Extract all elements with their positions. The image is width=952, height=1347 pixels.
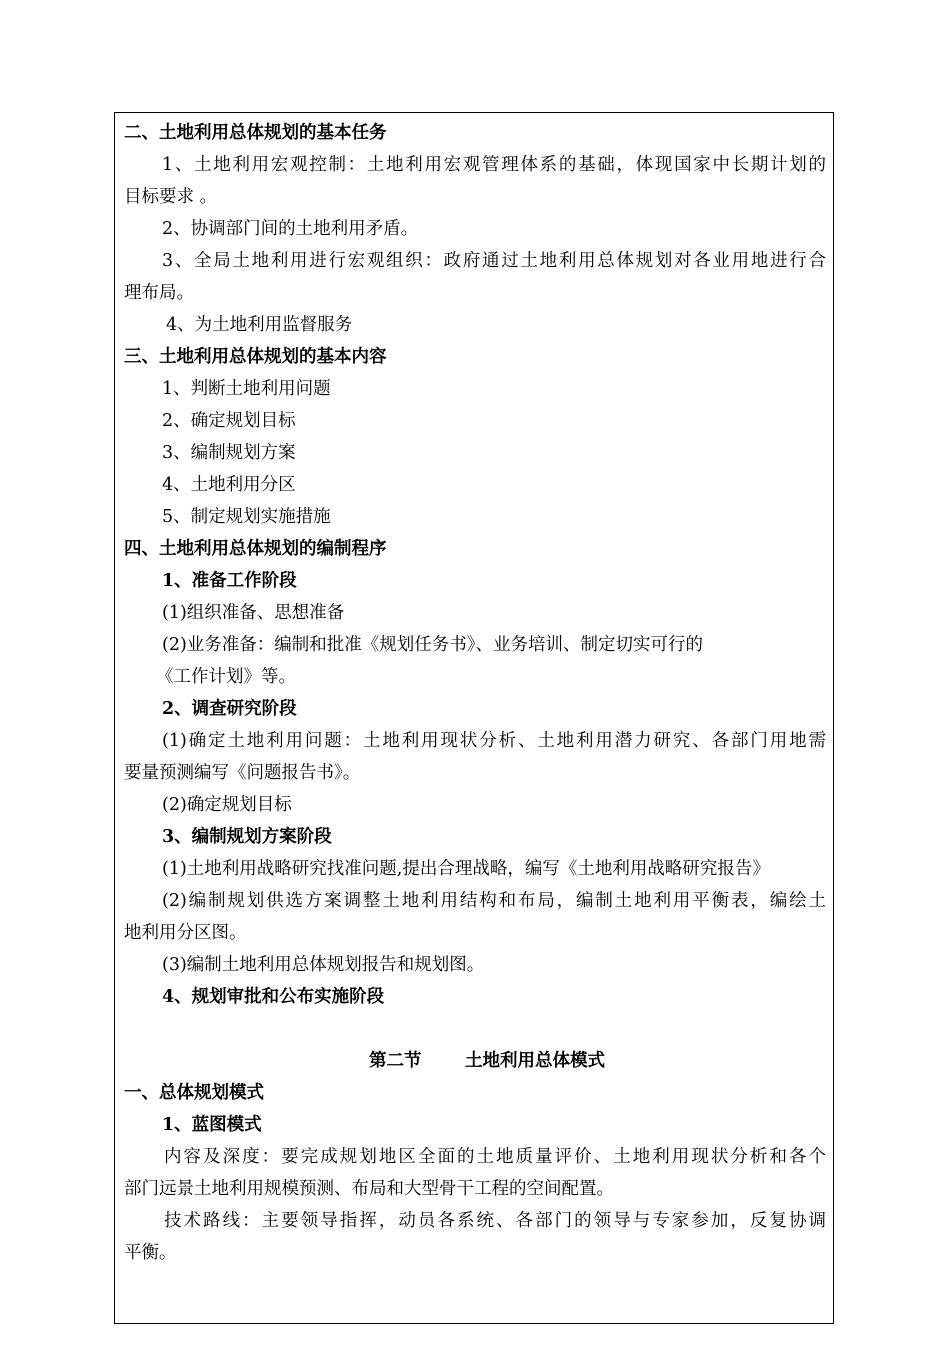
body-line xyxy=(124,1147,826,1167)
section-heading: 一、总体规划模式 xyxy=(124,1083,264,1103)
body-line: (3)编制土地利用总体规划报告和规划图。 xyxy=(162,955,485,975)
body-line: 地利用分区图。 xyxy=(124,923,247,943)
body-text: 内容及深度：要完成规划地区全面的土地质量评价、土地利用现状分析和各个 xyxy=(162,1147,826,1167)
body-line: 《工作计划》等。 xyxy=(156,667,296,687)
body-line: 1、判断土地利用问题 xyxy=(162,379,331,399)
body-line: (2)确定规划目标 xyxy=(162,795,292,815)
body-line: 2、确定规划目标 xyxy=(162,411,296,431)
body-line xyxy=(124,891,826,911)
body-line: 要量预测编写《问题报告书》。 xyxy=(124,763,361,783)
body-line: 理布局。 xyxy=(124,283,194,303)
section-heading: 二、土地利用总体规划的基本任务 xyxy=(124,123,387,143)
section-heading: 四、土地利用总体规划的编制程序 xyxy=(124,539,387,559)
body-line: 部门远景土地利用规模预测、布局和大型骨干工程的空间配置。 xyxy=(124,1179,614,1199)
body-line: 5、制定规划实施措施 xyxy=(162,507,331,527)
body-line xyxy=(124,1211,826,1231)
subsection-heading: 1、准备工作阶段 xyxy=(162,571,297,591)
body-line xyxy=(124,251,826,271)
subsection-heading: 2、调查研究阶段 xyxy=(162,699,297,719)
chapter-section-title: 土地利用总体模式 xyxy=(465,1051,605,1071)
body-line: (1)组织准备、思想准备 xyxy=(162,603,345,623)
subsection-heading: 3、编制规划方案阶段 xyxy=(162,827,332,847)
body-line: 2、协调部门间的土地利用矛盾。 xyxy=(162,219,419,239)
body-text: (1)确定土地利用问题：土地利用现状分析、土地利用潜力研究、各部门用地需 xyxy=(162,731,826,751)
body-line: 4、土地利用分区 xyxy=(162,475,296,495)
subsection-heading: 1、蓝图模式 xyxy=(162,1115,262,1135)
body-line: 平衡。 xyxy=(124,1243,177,1263)
body-line xyxy=(124,731,826,751)
body-text: 1、土地利用宏观控制：土地利用宏观管理体系的基础，体现国家中长期计划的 xyxy=(162,155,826,175)
body-text: (2)编制规划供选方案调整土地利用结构和布局，编制土地利用平衡表，编绘土 xyxy=(162,891,826,911)
body-line: 4、为土地利用监督服务 xyxy=(166,315,353,335)
body-line xyxy=(124,155,826,175)
section-heading: 三、土地利用总体规划的基本内容 xyxy=(124,347,387,367)
subsection-heading: 4、规划审批和公布实施阶段 xyxy=(162,987,385,1007)
chapter-section-number: 第二节 xyxy=(369,1051,422,1071)
body-line: 目标要求 。 xyxy=(124,187,218,207)
body-text: 3、全局土地利用进行宏观组织：政府通过土地利用总体规划对各业用地进行合 xyxy=(162,251,826,271)
body-line: (1)土地利用战略研究找准问题,提出合理战略，编写《土地利用战略研究报告》 xyxy=(162,859,770,879)
body-text: 技术路线：主要领导指挥，动员各系统、各部门的领导与专家参加，反复协调 xyxy=(162,1211,826,1231)
body-line: 3、编制规划方案 xyxy=(162,443,296,463)
body-line: (2)业务准备：编制和批准《规划任务书》、业务培训、制定切实可行的 xyxy=(162,635,704,655)
